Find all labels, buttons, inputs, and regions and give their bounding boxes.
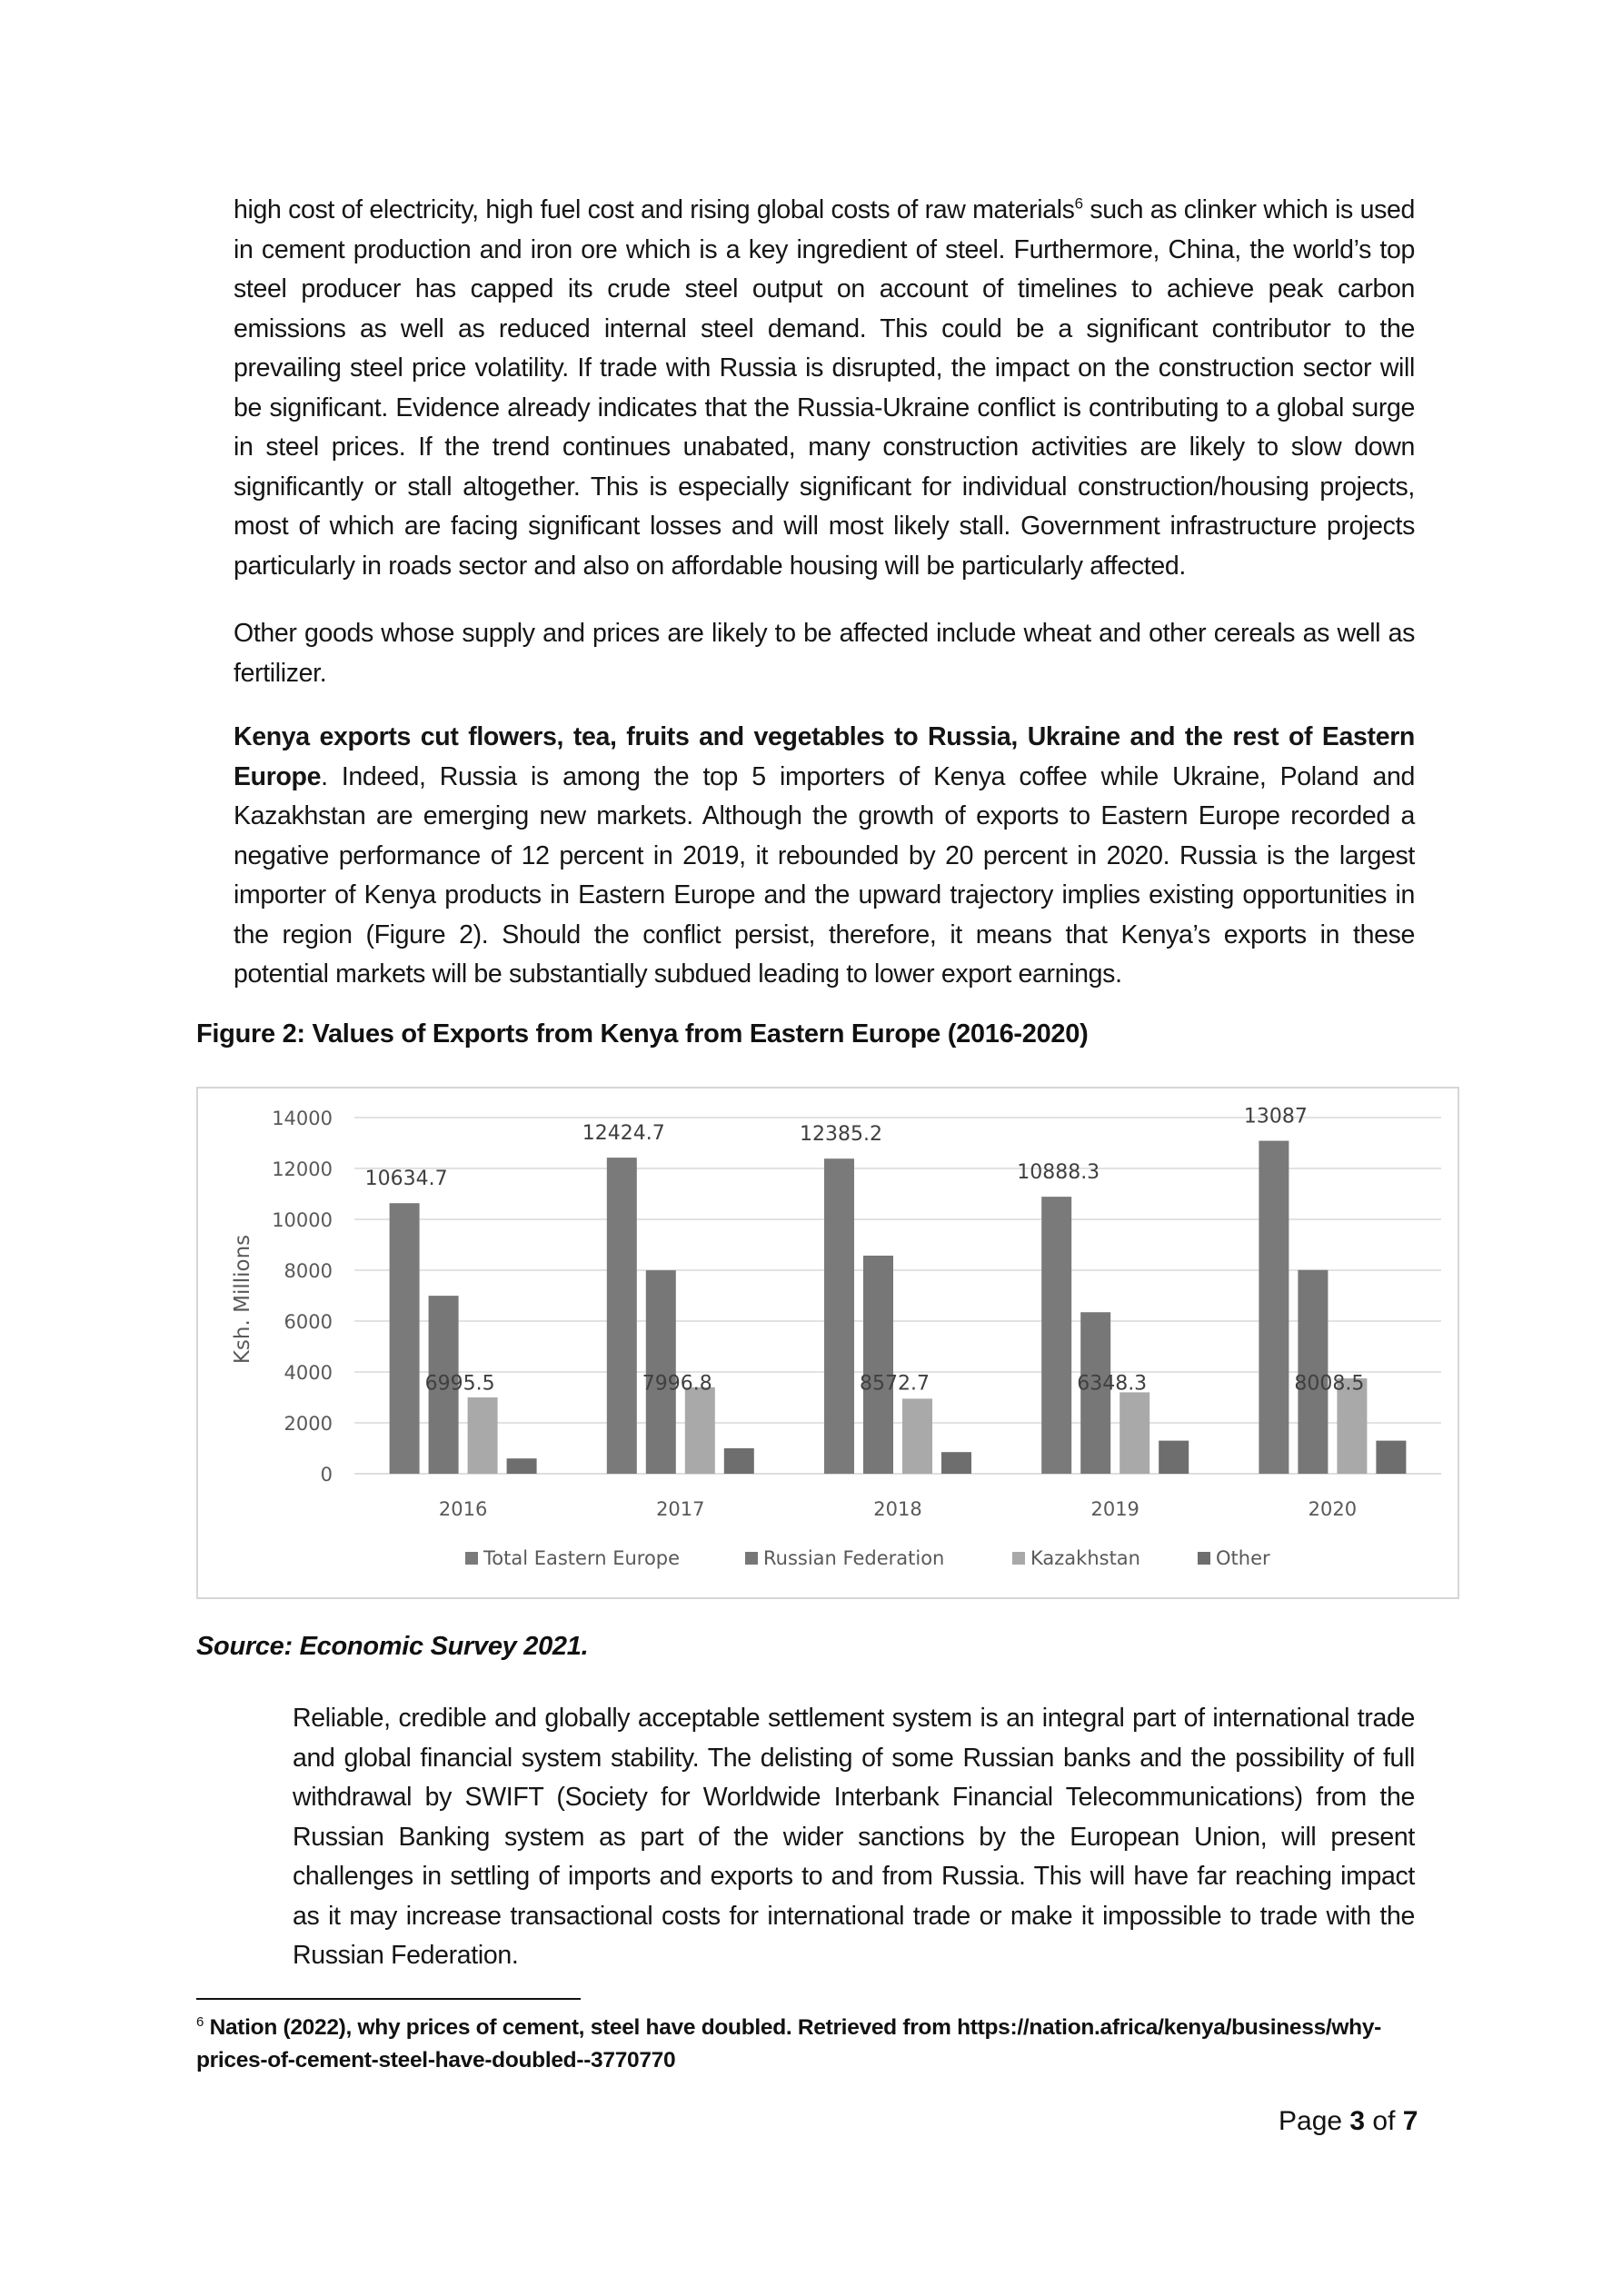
x-tick-label: 2019 [1090, 1498, 1139, 1520]
data-label: 7996.8 [642, 1372, 712, 1396]
page-number-middle: of [1365, 2106, 1403, 2136]
legend-label: Kazakhstan [1030, 1547, 1140, 1569]
x-axis-ticks [439, 1498, 1357, 1520]
legend-label: Russian Federation [763, 1547, 945, 1569]
x-tick-label: 2018 [873, 1498, 922, 1520]
y-tick-label: 14000 [272, 1108, 333, 1129]
bar-total-eastern-europe-2020 [1259, 1141, 1289, 1474]
footnote-separator [196, 1998, 581, 2000]
page-number-total: 7 [1402, 2106, 1418, 2136]
paragraph-settlement-system: Reliable, credible and globally acceptable settlement system is an integral part of international trade and global financial system stability. The delisting of some Russian banks and the possibility of full withdrawal by SWIFT (Society for Worldwide Interbank Financial Telecommunications) from the Russian Banking system as part of the wider sanctions by the European Union, will present challenges in settling of imports and exports to and from Russia. This will have far reaching impact as it may increase transactional costs for international trade or make it impossible to trade with the Russian Federation. [293, 1704, 1415, 1970]
legend-label: Other [1216, 1547, 1270, 1569]
bar-kazakhstan-2019 [1119, 1392, 1149, 1474]
bar-kazakhstan-2016 [468, 1397, 498, 1474]
bar-other-2016 [507, 1458, 537, 1474]
legend-swatch [745, 1552, 758, 1565]
footnote-number: 6 [196, 2013, 204, 2030]
y-tick-label: 0 [320, 1464, 333, 1486]
bar-other-2017 [724, 1448, 754, 1474]
data-label: 10634.7 [364, 1168, 448, 1191]
y-tick-label: 12000 [272, 1158, 333, 1180]
data-label: 10888.3 [1017, 1161, 1100, 1185]
legend-label: Total Eastern Europe [483, 1547, 681, 1569]
y-tick-label: 10000 [272, 1209, 333, 1231]
data-label: 6348.3 [1077, 1372, 1148, 1396]
data-label: 12424.7 [582, 1122, 665, 1146]
exports-bar-chart [196, 1087, 1459, 1599]
legend-swatch [1198, 1552, 1210, 1565]
bar-other-2020 [1376, 1441, 1406, 1474]
paragraph-text-start: high cost of electricity, high fuel cost and rising global costs of raw materials [234, 195, 1075, 224]
y-axis-ticks [272, 1108, 333, 1486]
footnote [196, 2012, 1418, 2077]
bar-total-eastern-europe-2016 [390, 1203, 420, 1474]
data-label: 12385.2 [800, 1123, 882, 1147]
x-tick-label: 2016 [438, 1498, 488, 1520]
data-label: 13087 [1243, 1105, 1308, 1128]
paragraph-steel-costs [234, 191, 1415, 586]
bar-total-eastern-europe-2019 [1041, 1197, 1071, 1474]
bar-other-2019 [1159, 1441, 1189, 1474]
footnote-text: Nation (2022), why prices of cement, steel have doubled. Retrieved from https://nation.africa/kenya/business/why-prices-of-cement-steel-have-doubled--3770770 [196, 2015, 1382, 2072]
y-axis-label: Ksh. Millions [231, 1234, 254, 1365]
legend-swatch [465, 1552, 478, 1565]
chart-legend [465, 1547, 1270, 1569]
figure-caption: Figure 2: Values of Exports from Kenya from Eastern Europe (2016-2020) [196, 1019, 1089, 1049]
figure-source: Source: Economic Survey 2021. [196, 1632, 589, 1661]
data-label: 8008.5 [1294, 1372, 1365, 1396]
paragraph-bold-lead: Kenya exports cut flowers, tea, fruits and vegetables to Russia, Ukraine and the rest of Eastern Europe [234, 722, 1415, 791]
y-tick-label: 6000 [284, 1311, 333, 1333]
paragraph-text-end: such as clinker which is used in cement production and iron ore which is a key ingredient of steel. Furthermore, China, the world’s top steel producer has capped its crude steel output on account of timelines to achieve peak carbon emissions as well as reduced internal steel demand. This could be a significant contributor to the prevailing steel price volatility. If trade with Russia is disrupted, the impact on the construction sector will be significant. Evidence already indicates that the Russia-Ukraine conflict is contributing to a global surge in steel prices. If the trend continues unabated, many construction activities are likely to slow down significantly or stall altogether. This is especially significant for individual construction/housing projects, most of which are facing significant losses and will most likely stall. Government infrastructure projects particularly in roads sector and also on affordable housing will be particularly affected. [234, 195, 1415, 581]
y-tick-label: 8000 [284, 1260, 333, 1282]
footnote-reference[interactable]: 6 [1074, 194, 1083, 213]
data-label: 6995.5 [424, 1372, 495, 1396]
y-tick-label: 2000 [284, 1413, 333, 1435]
page-number [1279, 2106, 1418, 2137]
data-label: 8572.7 [860, 1372, 930, 1396]
bar-total-eastern-europe-2017 [607, 1158, 637, 1474]
paragraph-body: . Indeed, Russia is among the top 5 importers of Kenya coffee while Ukraine, Poland and Kazakhstan are emerging new markets. Although the growth of exports to Eastern Europe recorded a negative performance of 12 percent in 2019, it rebounded by 20 percent in 2020. Russia is the largest importer of Kenya products in Eastern Europe and the upward trajectory implies existing opportunities in the region (Figure 2). Should the conflict persist, therefore, it means that Kenya’s exports in these potential markets will be substantially subdued leading to lower export earnings. [234, 761, 1415, 989]
legend-swatch [1012, 1552, 1025, 1565]
bar-other-2018 [941, 1452, 971, 1474]
x-tick-label: 2020 [1308, 1498, 1358, 1520]
page-number-prefix: Page [1279, 2106, 1350, 2136]
chart-bars [390, 1141, 1407, 1474]
bar-kazakhstan-2018 [902, 1398, 932, 1474]
chart-svg [198, 1088, 1461, 1601]
y-tick-label: 4000 [284, 1362, 333, 1384]
x-tick-label: 2017 [656, 1498, 705, 1520]
bar-russian-federation-2018 [863, 1256, 893, 1474]
paragraph-kenya-exports [234, 718, 1415, 995]
paragraph-other-goods: Other goods whose supply and prices are likely to be affected include wheat and other cereals as well as fertilizer. [234, 619, 1415, 688]
bar-total-eastern-europe-2018 [824, 1158, 854, 1474]
page-number-current: 3 [1349, 2106, 1366, 2136]
bar-kazakhstan-2017 [685, 1387, 715, 1474]
